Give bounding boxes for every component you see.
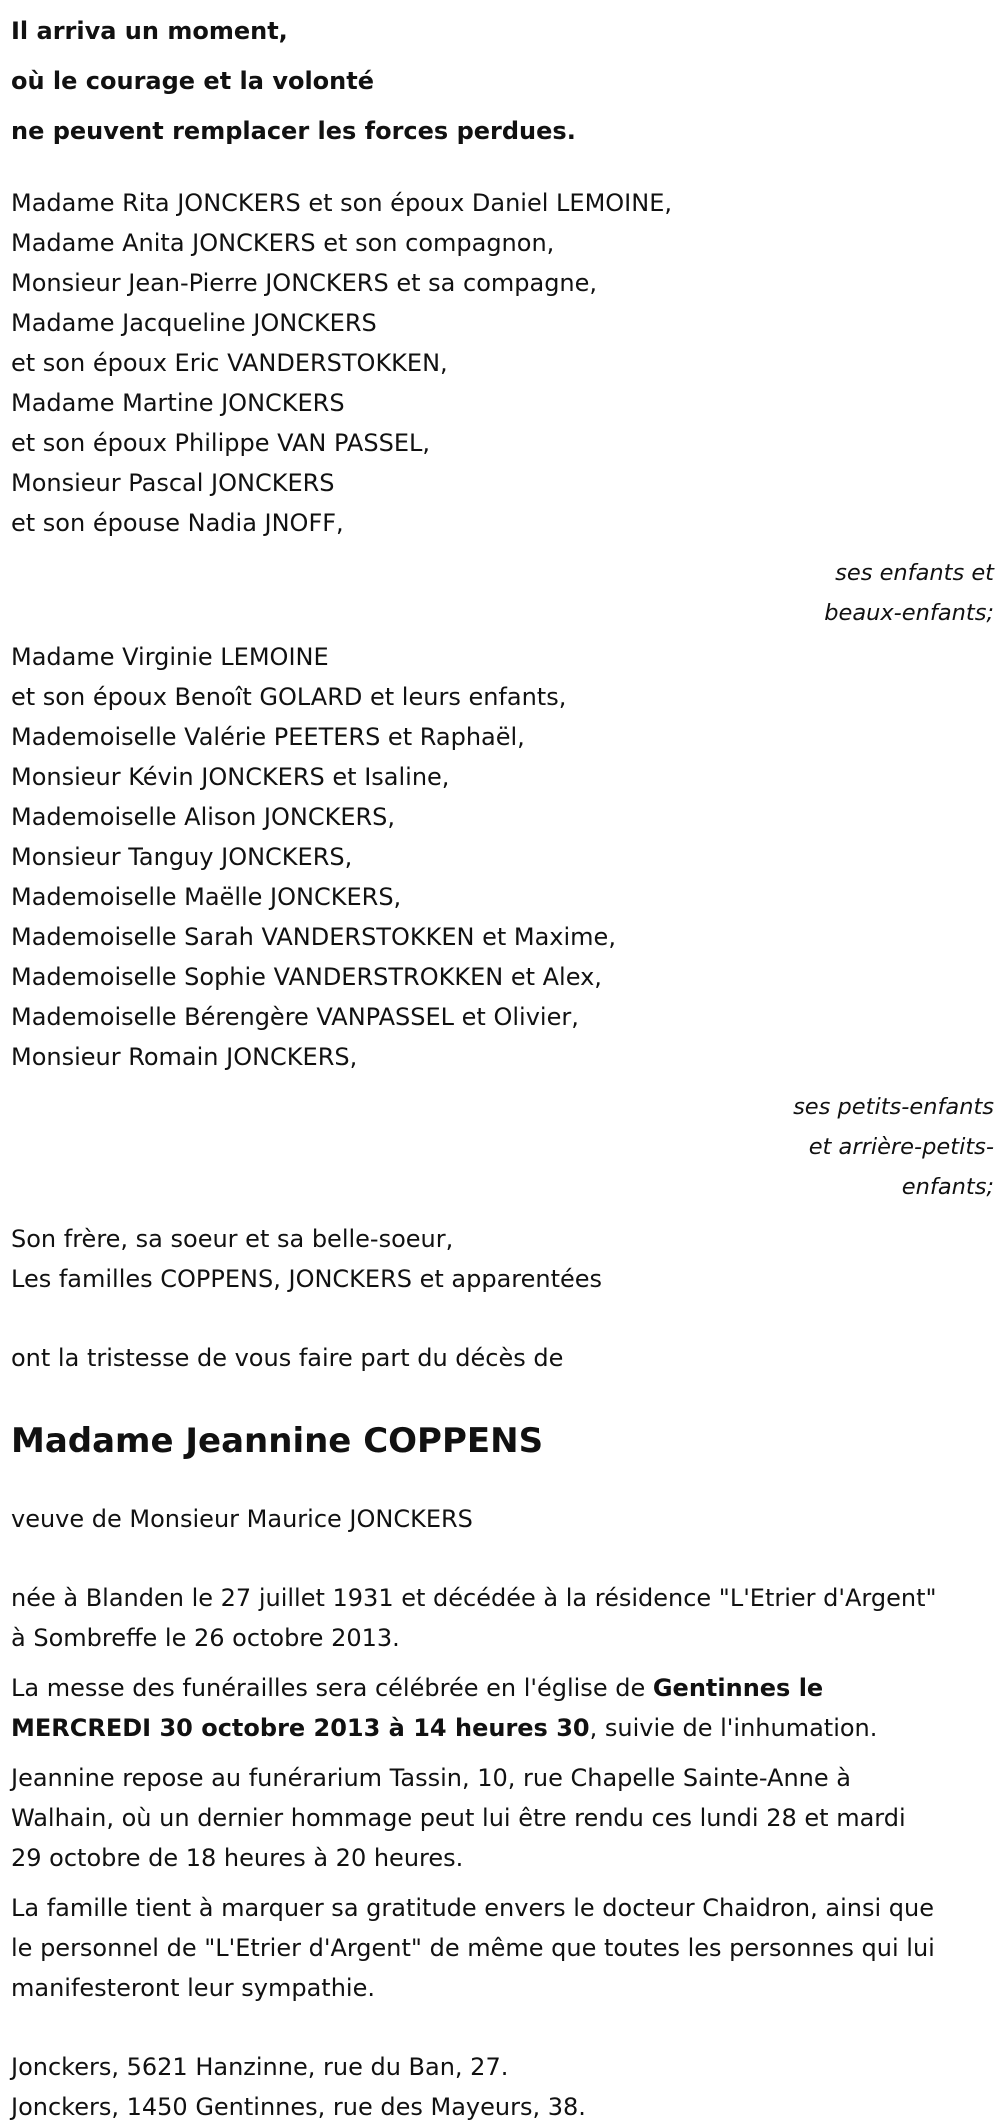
family-member-line: Mademoiselle Sarah VANDERSTOKKEN et Maxime, bbox=[11, 923, 616, 951]
family-member-line: Monsieur Tanguy JONCKERS, bbox=[11, 843, 353, 871]
relation-line: ses petits-enfants bbox=[793, 1094, 994, 1120]
grandchildren-relation bbox=[11, 1087, 995, 1207]
epigraph-line: Il arriva un moment, bbox=[11, 17, 288, 45]
family-member-line: Madame Martine JONCKERS bbox=[11, 389, 345, 417]
gratitude-paragraph: La famille tient à marquer sa gratitude envers le docteur Chaidron, ainsi que le personnel de "L'Etrier d'Argent" de même que toutes les personnes qui lui manifesteront leur sympathie. bbox=[11, 1894, 935, 2002]
family-member-line: Madame Anita JONCKERS et son compagnon, bbox=[11, 229, 555, 257]
relation-line: et arrière-petits- bbox=[808, 1134, 994, 1160]
visitation-paragraph: Jeannine repose au funérarium Tassin, 10, rue Chapelle Sainte-Anne à Walhain, où un dernier hommage peut lui être rendu ces lundi 28 et mardi 29 octobre de 18 heures à 20 heures. bbox=[11, 1764, 906, 1872]
family-member-line: et son époux Philippe VAN PASSEL, bbox=[11, 429, 430, 457]
relation-line: enfants; bbox=[901, 1174, 994, 1200]
family-member-line: et son époux Eric VANDERSTOKKEN, bbox=[11, 349, 448, 377]
family-member-line: Monsieur Romain JONCKERS, bbox=[11, 1043, 358, 1071]
funeral-date-emphasis: Gentinnes le MERCREDI 30 octobre 2013 à 14 heures 30 bbox=[11, 1674, 824, 1742]
deceased-name: Madame Jeannine COPPENS bbox=[11, 1421, 544, 1461]
address-line: Jonckers, 1450 Gentinnes, rue des Mayeurs, 38. bbox=[11, 2093, 586, 2121]
family-member-line: Madame Jacqueline JONCKERS bbox=[11, 309, 377, 337]
address-line: Jonckers, 5621 Hanzinne, rue du Ban, 27. bbox=[11, 2053, 509, 2081]
addresses bbox=[11, 2047, 995, 2127]
family-member-line: Monsieur Jean-Pierre JONCKERS et sa compagne, bbox=[11, 269, 598, 297]
funeral-text: La messe des funérailles sera célébrée en l'église de bbox=[11, 1674, 653, 1702]
family-member-line: et son époux Benoît GOLARD et leurs enfants, bbox=[11, 683, 567, 711]
relation-line: ses enfants et bbox=[835, 560, 994, 586]
obituary-notice bbox=[11, 0, 995, 2127]
family-member-line: Les familles COPPENS, JONCKERS et apparentées bbox=[11, 1265, 603, 1293]
epigraph-line: ne peuvent remplacer les forces perdues. bbox=[11, 117, 576, 145]
family-member-line: Monsieur Pascal JONCKERS bbox=[11, 469, 335, 497]
epigraph bbox=[11, 6, 995, 156]
family-member-line: Mademoiselle Sophie VANDERSTROKKEN et Alex, bbox=[11, 963, 602, 991]
funeral-text-end: , suivie de l'inhumation. bbox=[589, 1714, 878, 1742]
family-member-line: Madame Virginie LEMOINE bbox=[11, 643, 329, 671]
relation-line: beaux-enfants; bbox=[824, 600, 994, 626]
announcement: ont la tristesse de vous faire part du décès de bbox=[11, 1344, 564, 1372]
family-member-line: Mademoiselle Maëlle JONCKERS, bbox=[11, 883, 402, 911]
family-member-line: Mademoiselle Alison JONCKERS, bbox=[11, 803, 396, 831]
family-member-line: et son épouse Nadia JNOFF, bbox=[11, 509, 344, 537]
family-member-line: Monsieur Kévin JONCKERS et Isaline, bbox=[11, 763, 450, 791]
children-list bbox=[11, 183, 995, 543]
family-member-line: Son frère, sa soeur et sa belle-soeur, bbox=[11, 1225, 454, 1253]
other-family bbox=[11, 1219, 995, 1299]
children-relation bbox=[11, 553, 995, 633]
funeral-paragraph bbox=[11, 1668, 941, 1748]
widow-of: veuve de Monsieur Maurice JONCKERS bbox=[11, 1505, 473, 1533]
grandchildren-list bbox=[11, 637, 995, 1077]
birth-death-paragraph: née à Blanden le 27 juillet 1931 et décédée à la résidence "L'Etrier d'Argent" à Sombreffe le 26 octobre 2013. bbox=[11, 1584, 937, 1652]
family-member-line: Madame Rita JONCKERS et son époux Daniel LEMOINE, bbox=[11, 189, 672, 217]
epigraph-line: où le courage et la volonté bbox=[11, 67, 374, 95]
family-member-line: Mademoiselle Valérie PEETERS et Raphaël, bbox=[11, 723, 525, 751]
family-member-line: Mademoiselle Bérengère VANPASSEL et Olivier, bbox=[11, 1003, 579, 1031]
